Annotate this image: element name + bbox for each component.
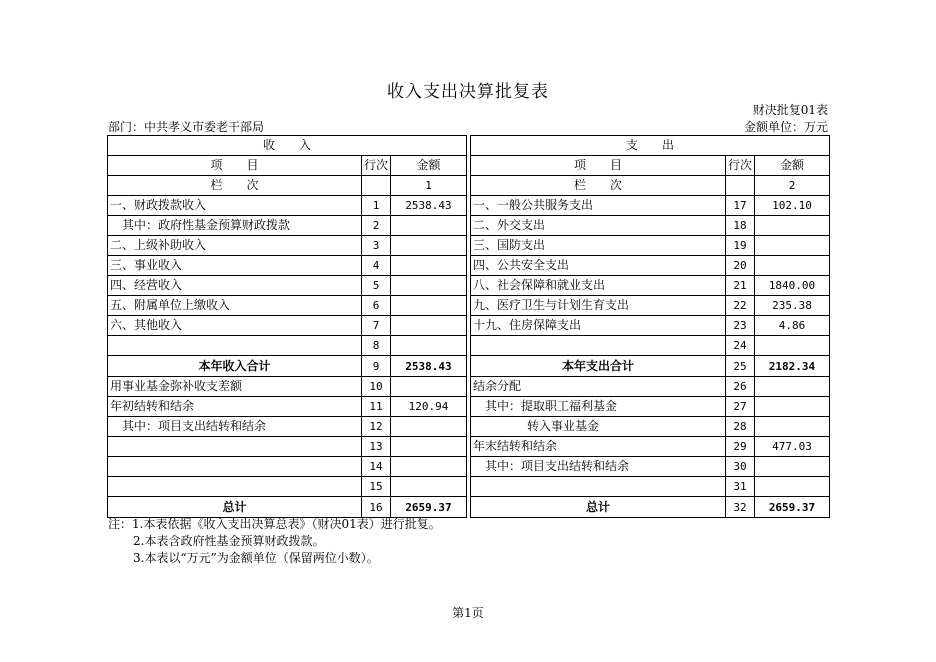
income-total-label: 总计 xyxy=(108,497,362,518)
table-row xyxy=(108,216,830,236)
income-line-no: 7 xyxy=(362,316,391,336)
amount-unit-label: 金额单位：万元 xyxy=(743,120,828,134)
income-amount xyxy=(391,457,467,477)
income-amount xyxy=(391,477,467,497)
table-row xyxy=(108,236,830,256)
notes xyxy=(108,516,441,567)
expense-line-no: 25 xyxy=(726,356,755,377)
income-line-no: 9 xyxy=(362,356,391,377)
table-row xyxy=(108,437,830,457)
expense-line-header: 行次 xyxy=(726,156,755,176)
expense-amount xyxy=(755,377,830,397)
expense-item: 十九、住房保障支出 xyxy=(471,316,726,336)
income-amount xyxy=(391,336,467,356)
expense-line-no: 19 xyxy=(726,236,755,256)
expense-amount: 4.86 xyxy=(755,316,830,336)
expense-amount xyxy=(755,216,830,236)
expense-amount xyxy=(755,457,830,477)
expense-amount-header: 金额 xyxy=(755,156,830,176)
expense-line-no: 27 xyxy=(726,397,755,417)
income-line-no: 16 xyxy=(362,497,391,518)
income-item: 二、上级补助收入 xyxy=(108,236,362,256)
expense-item xyxy=(471,336,726,356)
expense-line-no: 20 xyxy=(726,256,755,276)
expense-section-header: 支 出 xyxy=(471,136,830,156)
expense-item: 八、社会保障和就业支出 xyxy=(471,276,726,296)
income-amount xyxy=(391,377,467,397)
income-column-label: 栏 次 xyxy=(108,176,362,196)
income-amount xyxy=(391,236,467,256)
table-row xyxy=(108,316,830,336)
expense-amount xyxy=(755,236,830,256)
expense-item xyxy=(471,477,726,497)
grand-total-row xyxy=(108,497,830,518)
table-row xyxy=(108,377,830,397)
income-line-no: 11 xyxy=(362,397,391,417)
income-amount xyxy=(391,216,467,236)
expense-item: 结余分配 xyxy=(471,377,726,397)
income-item: 六、其他收入 xyxy=(108,316,362,336)
table-row xyxy=(108,276,830,296)
expense-column-number: 2 xyxy=(755,176,830,196)
income-item xyxy=(108,477,362,497)
subtotal-row xyxy=(108,356,830,377)
income-line-no: 14 xyxy=(362,457,391,477)
expense-line-no: 21 xyxy=(726,276,755,296)
income-line-no: 1 xyxy=(362,196,391,216)
note-line: 2.本表含政府性基金预算财政拨款。 xyxy=(133,534,325,548)
income-item: 年初结转和结余 xyxy=(108,397,362,417)
income-amount: 2538.43 xyxy=(391,196,467,216)
expense-amount xyxy=(755,256,830,276)
table-row xyxy=(108,336,830,356)
expense-line-no: 18 xyxy=(726,216,755,236)
expense-item: 三、国防支出 xyxy=(471,236,726,256)
income-subtotal-label: 本年收入合计 xyxy=(108,356,362,377)
income-amount-header: 金额 xyxy=(391,156,467,176)
table-row xyxy=(108,397,830,417)
income-amount: 120.94 xyxy=(391,397,467,417)
expense-item-header: 项 目 xyxy=(471,156,726,176)
expense-line-no: 26 xyxy=(726,377,755,397)
income-line-no: 8 xyxy=(362,336,391,356)
department-label: 部门：中共孝义市委老干部局 xyxy=(108,120,265,134)
expense-line-no: 28 xyxy=(726,417,755,437)
income-amount xyxy=(391,276,467,296)
expense-item: 年末结转和结余 xyxy=(471,437,726,457)
income-item: 三、事业收入 xyxy=(108,256,362,276)
income-line-no: 10 xyxy=(362,377,391,397)
expense-subtotal-amount: 2182.34 xyxy=(755,356,830,377)
expense-subtotal-label: 本年支出合计 xyxy=(471,356,726,377)
income-section-header: 收 入 xyxy=(108,136,467,156)
income-column-number: 1 xyxy=(391,176,467,196)
expense-item: 其中：提取职工福利基金 xyxy=(471,397,726,417)
expense-amount xyxy=(755,336,830,356)
income-item xyxy=(108,457,362,477)
note-line: 注：1.本表依据《收入支出决算总表》（财决01表）进行批复。 xyxy=(108,517,441,531)
expense-amount: 1840.00 xyxy=(755,276,830,296)
expense-amount: 235.38 xyxy=(755,296,830,316)
page-title: 收入支出决算批复表 xyxy=(387,82,549,102)
income-item: 四、经营收入 xyxy=(108,276,362,296)
income-item: 其中：政府性基金预算财政拨款 xyxy=(108,216,362,236)
expense-item: 四、公共安全支出 xyxy=(471,256,726,276)
table-row xyxy=(108,477,830,497)
income-amount xyxy=(391,417,467,437)
final-accounts-table xyxy=(107,135,830,518)
table-row xyxy=(108,256,830,276)
income-amount xyxy=(391,256,467,276)
income-subtotal-amount: 2538.43 xyxy=(391,356,467,377)
expense-total-label: 总计 xyxy=(471,497,726,518)
income-amount xyxy=(391,296,467,316)
expense-column-label: 栏 次 xyxy=(471,176,726,196)
expense-item: 二、外交支出 xyxy=(471,216,726,236)
income-line-no: 4 xyxy=(362,256,391,276)
table-row xyxy=(108,296,830,316)
income-item: 一、财政拨款收入 xyxy=(108,196,362,216)
income-item-header: 项 目 xyxy=(108,156,362,176)
expense-line-no: 32 xyxy=(726,497,755,518)
expense-item: 转入事业基金 xyxy=(471,417,726,437)
expense-amount: 102.10 xyxy=(755,196,830,216)
income-line-no: 6 xyxy=(362,296,391,316)
expense-amount xyxy=(755,477,830,497)
expense-amount xyxy=(755,397,830,417)
page-number: 第1页 xyxy=(452,606,484,620)
income-line-no: 5 xyxy=(362,276,391,296)
table-row xyxy=(108,457,830,477)
form-code: 财决批复01表 xyxy=(752,103,828,117)
note-line: 3.本表以“万元”为金额单位（保留两位小数）。 xyxy=(133,551,379,565)
expense-line-no: 31 xyxy=(726,477,755,497)
expense-line-no: 22 xyxy=(726,296,755,316)
expense-line-no: 29 xyxy=(726,437,755,457)
income-line-no: 15 xyxy=(362,477,391,497)
income-amount xyxy=(391,316,467,336)
expense-line-no: 30 xyxy=(726,457,755,477)
expense-total-amount: 2659.37 xyxy=(755,497,830,518)
expense-item: 其中：项目支出结转和结余 xyxy=(471,457,726,477)
expense-amount xyxy=(755,417,830,437)
income-item: 五、附属单位上缴收入 xyxy=(108,296,362,316)
expense-line-no: 17 xyxy=(726,196,755,216)
expense-line-no: 23 xyxy=(726,316,755,336)
income-line-no: 12 xyxy=(362,417,391,437)
income-item xyxy=(108,437,362,457)
table-row xyxy=(108,196,830,216)
expense-item: 九、医疗卫生与计划生育支出 xyxy=(471,296,726,316)
income-line-no: 13 xyxy=(362,437,391,457)
income-line-header: 行次 xyxy=(362,156,391,176)
income-line-no: 2 xyxy=(362,216,391,236)
income-total-amount: 2659.37 xyxy=(391,497,467,518)
income-item: 其中：项目支出结转和结余 xyxy=(108,417,362,437)
income-amount xyxy=(391,437,467,457)
expense-item: 一、一般公共服务支出 xyxy=(471,196,726,216)
table-row xyxy=(108,417,830,437)
income-item xyxy=(108,336,362,356)
expense-amount: 477.03 xyxy=(755,437,830,457)
expense-line-no: 24 xyxy=(726,336,755,356)
income-item: 用事业基金弥补收支差额 xyxy=(108,377,362,397)
income-line-no: 3 xyxy=(362,236,391,256)
